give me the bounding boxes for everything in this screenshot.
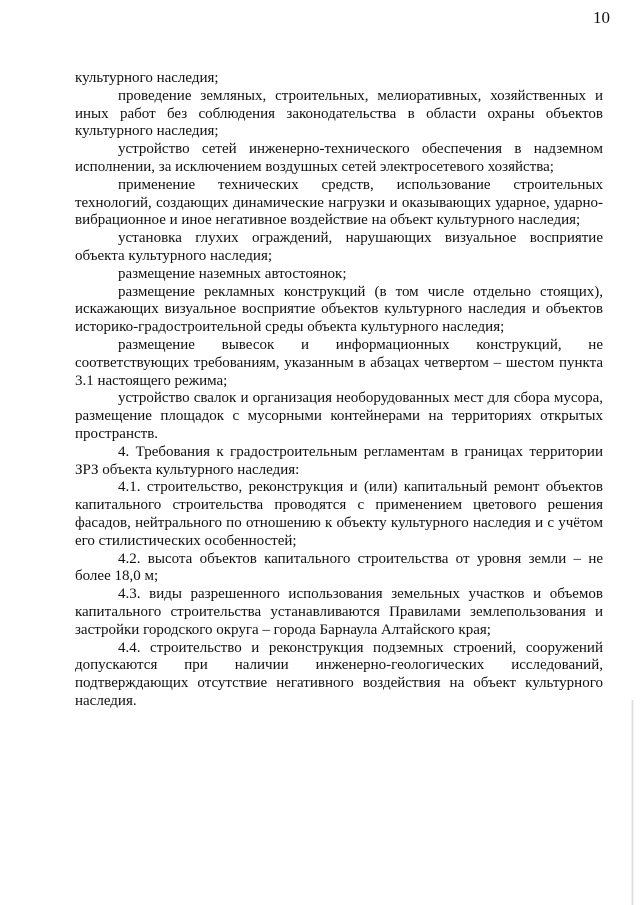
paragraph: устройство свалок и организация необорудованных мест для сбора мусора, размещение площадок с мусорными контейнерами на территориях открытых пространств. (75, 390, 603, 442)
paragraph: 4.4. строительство и реконструкция подземных строений, сооружений допускаются при наличии инженерно-геологических исследований, подтверждающих отсутствие негативного воздействия на объект культурного наследия. (75, 639, 603, 709)
paragraph: установка глухих ограждений, нарушающих визуальное восприятие объекта культурного наследия; (75, 230, 603, 264)
paragraph: 4. Требования к градостроительным регламентам в границах территории ЗРЗ объекта культурного наследия: (75, 443, 603, 478)
paragraph: размещение наземных автостоянок; (118, 265, 347, 282)
paragraph: 4.2. высота объектов капитального строительства от уровня земли – не более 18,0 м; (75, 550, 603, 585)
paragraph: культурного наследия; (75, 70, 219, 86)
document-body (75, 70, 603, 711)
paragraph: 4.1. строительство, реконструкция и (или) капитальный ремонт объектов капитального строительства проводятся с применением цветового решения фасадов, нейтрального по отношению к объекту культурного наследия и с учётом его стилистических особенностей; (75, 479, 603, 549)
paragraph: размещение рекламных конструкций (в том числе отдельно стоящих), искажающих визуальное восприятие объектов культурного наследия и объектов историко-градостроительной среды объекта культурного наследия; (75, 283, 603, 336)
paragraph: размещение вывесок и информационных конструкций, не соответствующих требованиям, указанным в абзацах четвертом – шестом пункта 3.1 настоящего режима; (75, 336, 603, 389)
paragraph: 4.3. виды разрешенного использования земельных участков и объемов капитального строительства устанавливаются Правилами землепользования и застройки городского округа – города Барнаула Алтайского края; (75, 586, 603, 638)
page-number: 10 (593, 8, 610, 27)
scan-edge-shadow (631, 700, 634, 905)
paragraph: применение технических средств, использование строительных технологий, создающих динамические нагрузки и оказывающих ударное, ударно-вибрационное и иное негативное воздействие на объект культурного наследия; (75, 176, 603, 229)
paragraph: проведение земляных, строительных, мелиоративных, хозяйственных и иных работ без соблюдения законодательства в области охраны объектов культурного наследия; (75, 87, 603, 140)
paragraph: устройство сетей инженерно-технического обеспечения в надземном исполнении, за исключением воздушных сетей электросетевого хозяйства; (75, 141, 603, 175)
